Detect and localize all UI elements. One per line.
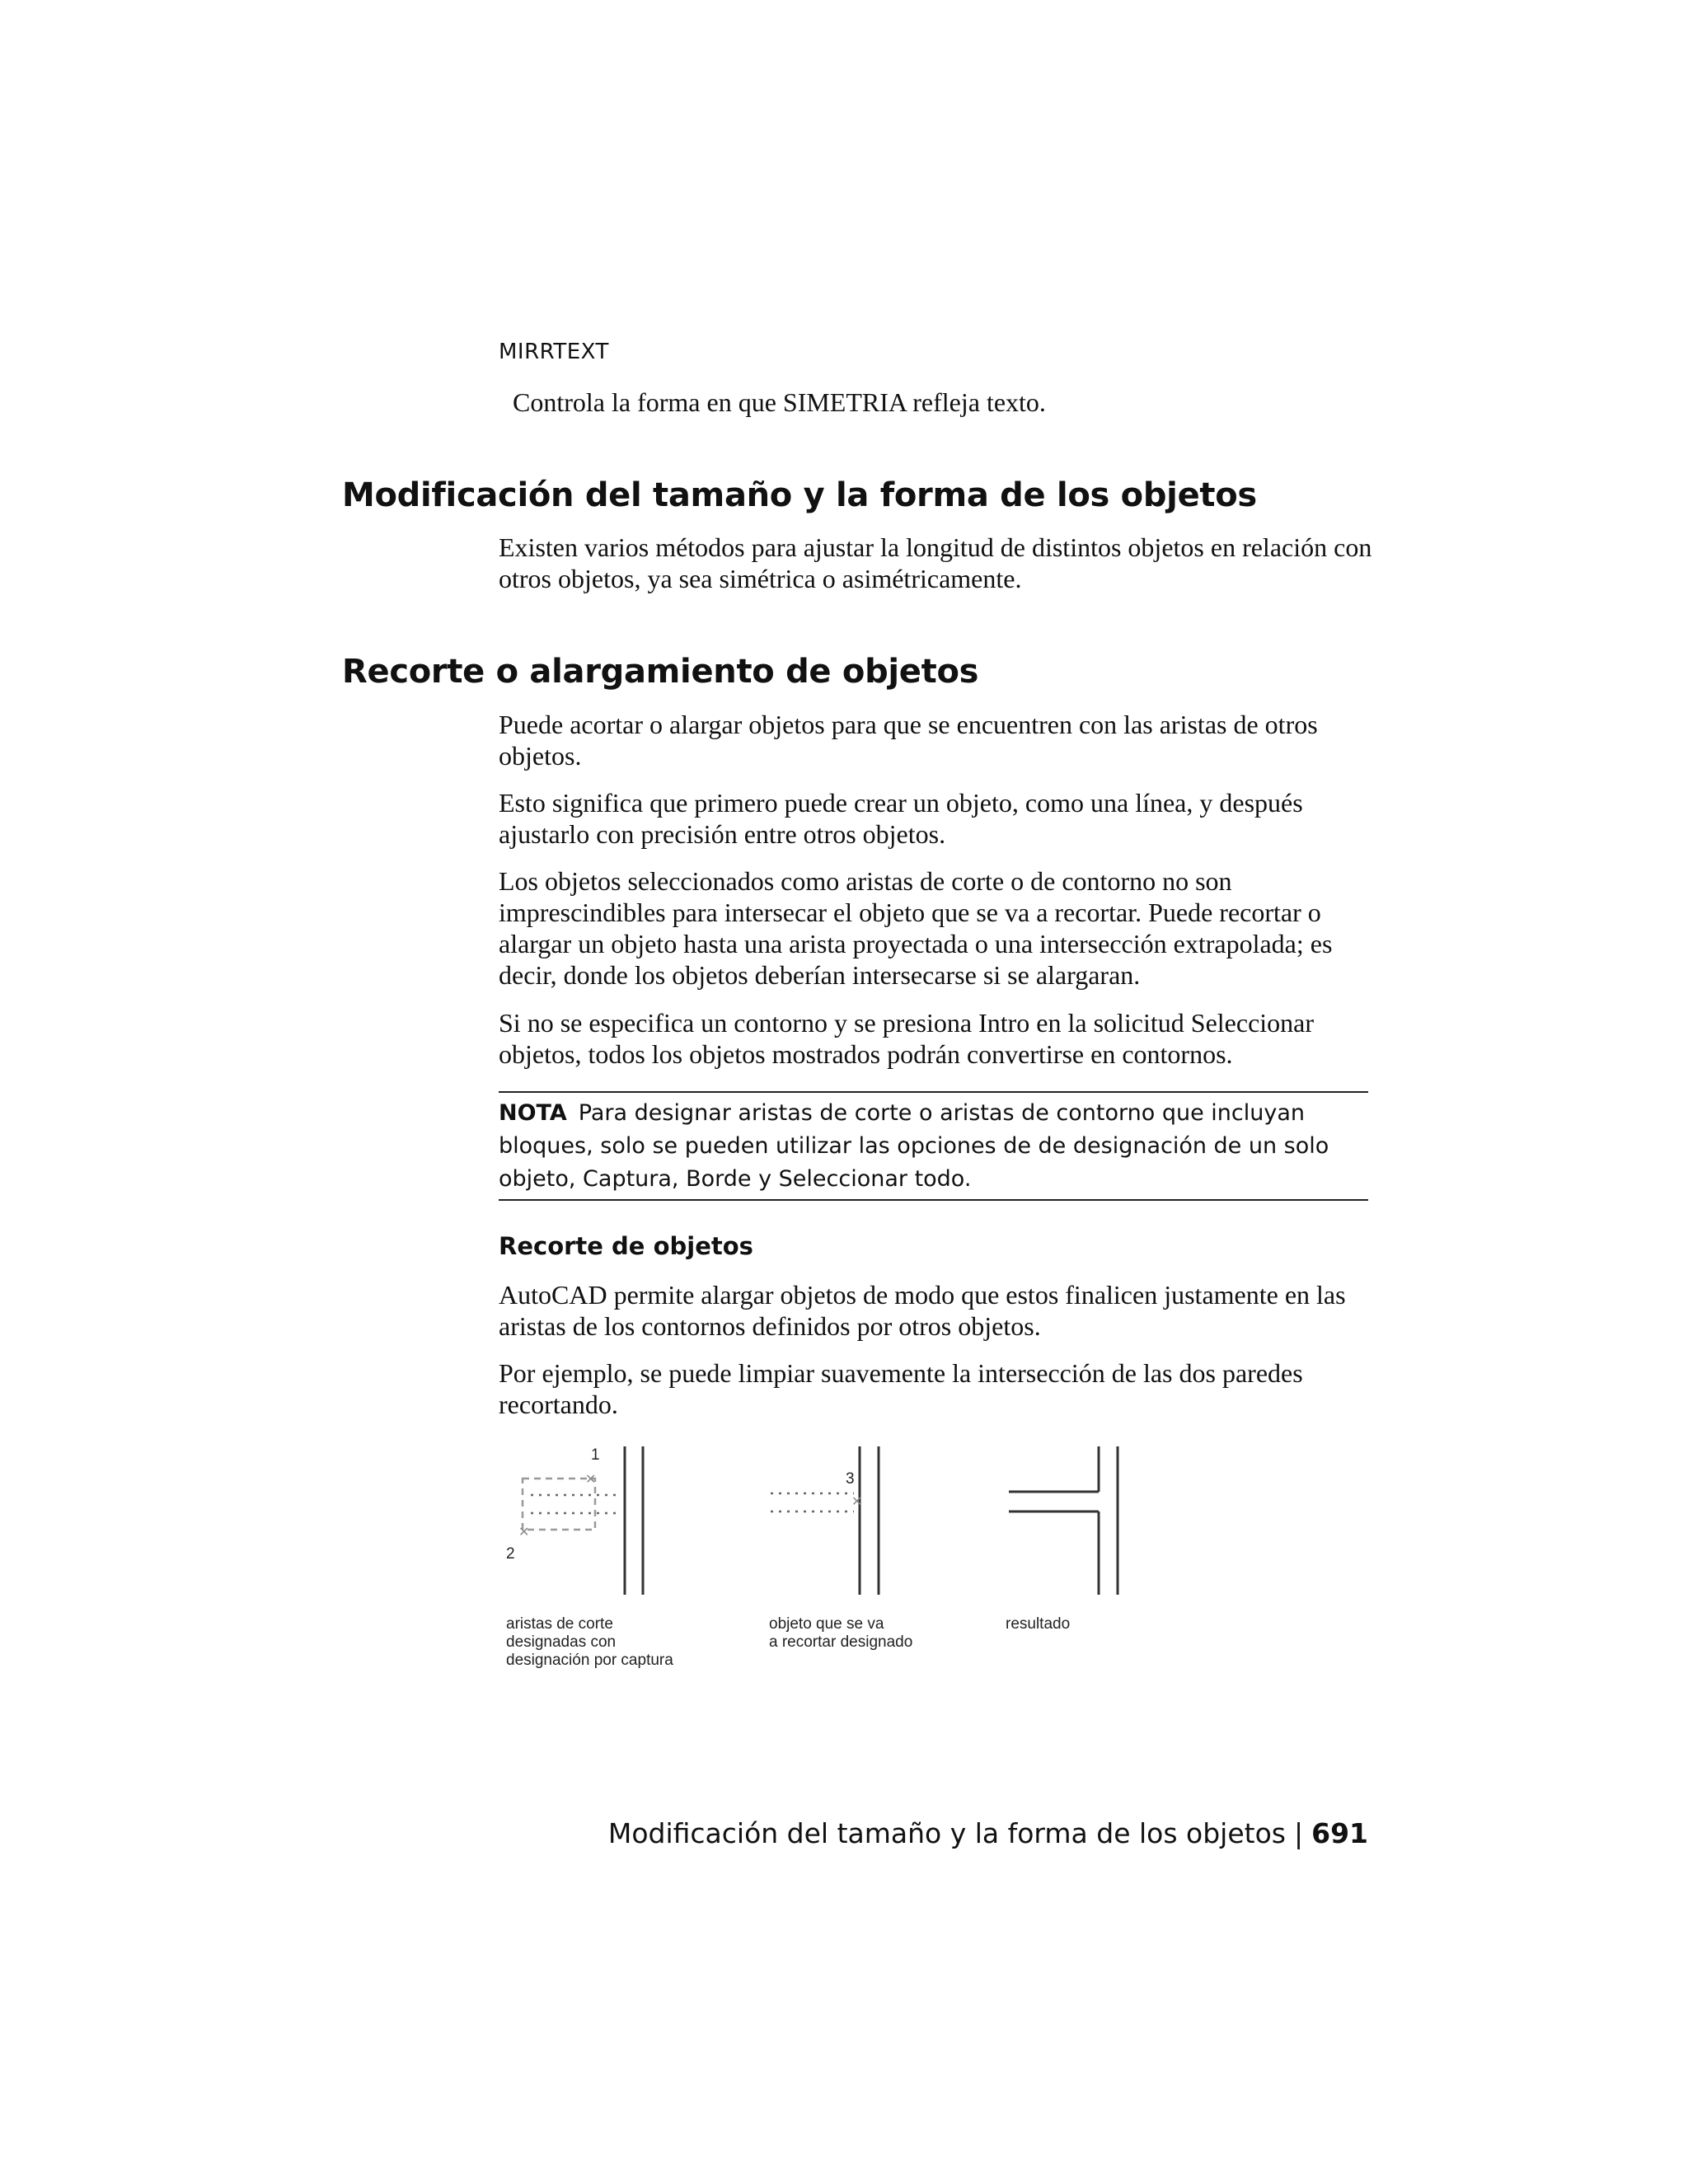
section-heading-recorte: Recorte o alargamiento de objetos: [342, 653, 979, 691]
body-paragraph: Puede acortar o alargar objetos para que se encuentren con las aristas de otros objetos.: [499, 710, 1318, 771]
callout-3: 3: [846, 1470, 855, 1488]
body-paragraph: Esto significa que primero puede crear un objeto, como una línea, y después ajustarlo con precisión entre otros objetos.: [499, 788, 1303, 849]
note-text: Para designar aristas de corte o aristas de contorno que incluyan bloques, solo se pueden utilizar las opciones de de designación de un solo objeto, Captura, Borde y Seleccionar todo.: [499, 1100, 1329, 1192]
section-paragraph: Existen varios métodos para ajustar la longitud de distintos objetos en relación con otros objetos, ya sea simétrica o asimétricamente.: [499, 532, 1372, 593]
pick-point-icon: ✕: [851, 1493, 863, 1509]
crossing-window: [523, 1479, 595, 1530]
page-number: 691: [1311, 1817, 1368, 1849]
footer-separator: |: [1293, 1817, 1304, 1849]
note-label: NOTA: [499, 1100, 567, 1126]
pick-point-icon: ✕: [518, 1524, 530, 1540]
figure-panel-result: [1009, 1446, 1118, 1595]
trim-figure: [495, 1442, 1137, 1607]
figure-caption: resultado: [1006, 1615, 1071, 1633]
body-paragraph: AutoCAD permite alargar objetos de modo que estos finalicen justamente en las aristas de los contornos definidos por otros objetos.: [499, 1280, 1346, 1341]
callout-2: 2: [506, 1545, 515, 1563]
footer-title: Modificación del tamaño y la forma de los objetos: [607, 1817, 1286, 1849]
body-paragraph: Por ejemplo, se puede limpiar suavemente la intersección de las dos paredes recortando.: [499, 1358, 1303, 1419]
figure-caption: objeto que se va a recortar designado: [769, 1615, 913, 1651]
figure-panel-object-to-trim: [771, 1446, 879, 1595]
figure-caption: aristas de corte designadas con designación por captura: [506, 1615, 673, 1669]
subsection-heading: Recorte de objetos: [499, 1232, 753, 1260]
body-paragraph: Si no se especifica un contorno y se presiona Intro en la solicitud Seleccionar objetos, todos los objetos mostrados podrán convertirse en contornos.: [499, 1008, 1315, 1069]
term-description: Controla la forma en que SIMETRIA refleja texto.: [513, 387, 1046, 417]
figure-panel-crossing-selection: [506, 1446, 643, 1595]
section-heading-modificacion: Modificación del tamaño y la forma de los objetos: [342, 476, 1257, 514]
page-footer: [608, 1817, 1368, 1849]
term-name: MIRRTEXT: [499, 340, 609, 364]
note-top-rule: [499, 1091, 1368, 1093]
note-box: [499, 1097, 1372, 1196]
pick-point-icon: ✕: [585, 1471, 597, 1487]
note-bottom-rule: [499, 1199, 1368, 1201]
body-paragraph: Los objetos seleccionados como aristas de corte o de contorno no son imprescindibles para intersecar el objeto que se va a recortar. Puede recortar o alargar un objeto hasta una arista proyectada o una intersección extrapolada; es decir, donde los objetos deberían intersecarse si se alargaran.: [499, 866, 1333, 990]
callout-1: 1: [591, 1446, 600, 1464]
